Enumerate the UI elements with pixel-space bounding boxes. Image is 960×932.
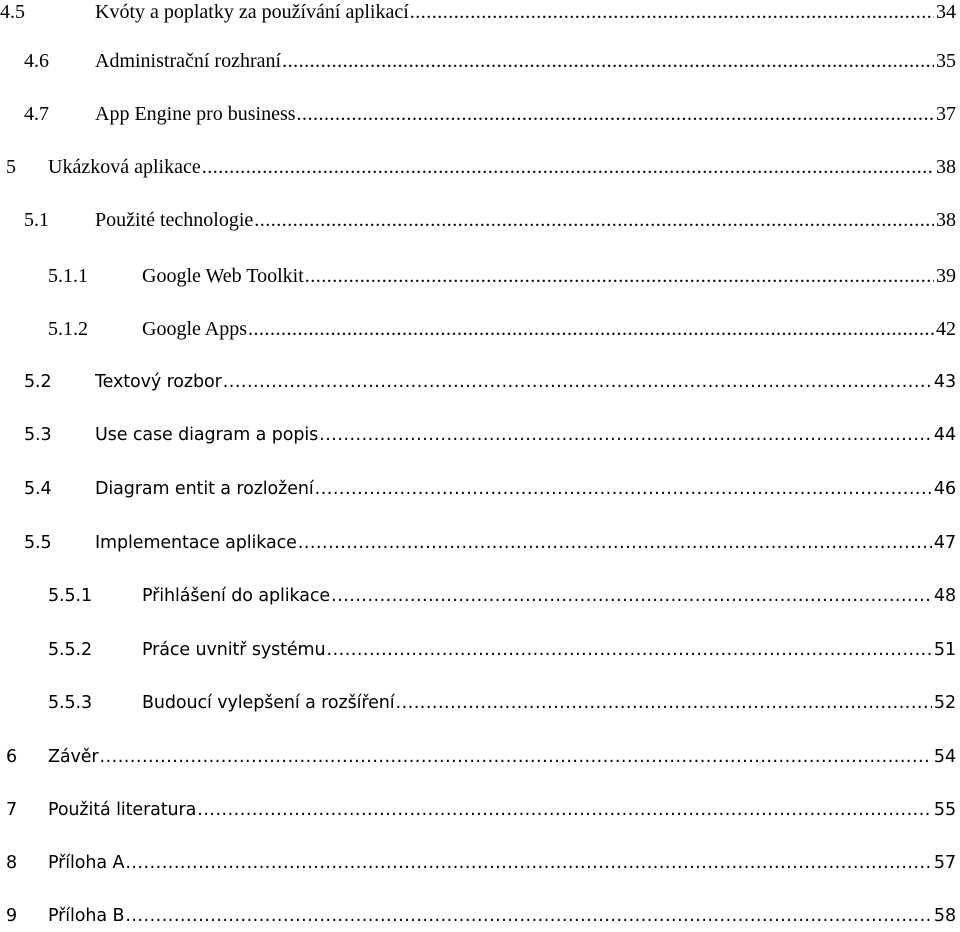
toc-entry[interactable] bbox=[0, 849, 956, 879]
toc-entry[interactable] bbox=[0, 46, 956, 76]
toc-entry-title: Google Apps bbox=[142, 318, 247, 340]
toc-entry-number: 5.4 bbox=[24, 479, 52, 500]
toc-entry-page: 51 bbox=[933, 640, 956, 661]
toc-entry-page: 37 bbox=[936, 103, 956, 125]
toc-entry-number: 7 bbox=[6, 800, 18, 821]
toc-entry-title: Textový rozbor bbox=[95, 372, 222, 393]
dot-leader bbox=[125, 908, 932, 926]
dot-leader bbox=[298, 535, 932, 553]
toc-entry-title: Příloha A bbox=[48, 853, 125, 874]
toc-entry-page: 39 bbox=[936, 265, 956, 287]
toc-entry-number: 5.1 bbox=[24, 209, 49, 231]
dot-leader bbox=[282, 51, 934, 71]
toc-entry-page: 38 bbox=[936, 156, 956, 178]
toc-entry-page: 58 bbox=[933, 906, 956, 927]
toc-entry[interactable] bbox=[0, 0, 956, 27]
dot-leader bbox=[248, 319, 934, 339]
toc-entry-page: 35 bbox=[936, 50, 956, 72]
dot-leader bbox=[319, 427, 932, 445]
toc-entry[interactable] bbox=[0, 796, 956, 826]
toc-entry-number: 5.3 bbox=[24, 425, 52, 446]
toc-entry-page: 52 bbox=[933, 693, 956, 714]
toc-entry-page: 44 bbox=[933, 425, 956, 446]
toc-entry-number: 6 bbox=[6, 747, 18, 768]
dot-leader bbox=[396, 695, 932, 713]
toc-entry-title: Implementace aplikace bbox=[95, 533, 297, 554]
toc-entry-title: Budoucí vylepšení a rozšíření bbox=[142, 693, 395, 714]
toc-entry-page: 48 bbox=[933, 586, 956, 607]
toc-entry-title: Ukázková aplikace bbox=[48, 156, 201, 178]
toc-entry-page: 47 bbox=[933, 533, 956, 554]
toc-entry-title: Google Web Toolkit bbox=[142, 265, 304, 287]
toc-entry[interactable] bbox=[0, 368, 956, 398]
toc-entry-number: 5.1.1 bbox=[48, 265, 88, 287]
dot-leader bbox=[327, 642, 932, 660]
dot-leader bbox=[254, 210, 934, 230]
toc-entry-page: 57 bbox=[933, 853, 956, 874]
toc-entry[interactable] bbox=[0, 261, 956, 291]
toc-entry-title: Use case diagram a popis bbox=[95, 425, 319, 446]
toc-entry-title: Použité technologie bbox=[95, 209, 254, 231]
toc-entry-page: 38 bbox=[936, 209, 956, 231]
toc-entry-title: Závěr bbox=[48, 747, 99, 768]
toc-entry-number: 4.5 bbox=[0, 1, 25, 23]
toc-entry-title: App Engine pro business bbox=[95, 103, 296, 125]
dot-leader bbox=[202, 157, 934, 177]
toc-entry-number: 8 bbox=[6, 853, 18, 874]
toc-entry-number: 5.5.1 bbox=[48, 586, 93, 607]
toc-entry-number: 5.5.3 bbox=[48, 693, 93, 714]
toc-entry-number: 4.6 bbox=[24, 50, 49, 72]
toc-entry-title: Diagram entit a rozložení bbox=[95, 479, 314, 500]
toc-entry[interactable] bbox=[0, 205, 956, 235]
toc-entry[interactable] bbox=[0, 582, 956, 612]
toc-entry[interactable] bbox=[0, 529, 956, 559]
toc-entry-number: 5.1.2 bbox=[48, 318, 88, 340]
toc-entry-page: 46 bbox=[933, 479, 956, 500]
toc-entry-number: 5.5 bbox=[24, 533, 52, 554]
dot-leader bbox=[331, 588, 932, 606]
toc-entry[interactable] bbox=[0, 475, 956, 505]
dot-leader bbox=[223, 374, 932, 392]
dot-leader bbox=[315, 481, 932, 499]
toc-entry-number: 9 bbox=[6, 906, 18, 927]
toc-entry-title: Použitá literatura bbox=[48, 800, 197, 821]
dot-leader bbox=[197, 802, 932, 820]
toc-entry[interactable] bbox=[0, 743, 956, 773]
toc-entry-page: 42 bbox=[936, 318, 956, 340]
toc-entry[interactable] bbox=[0, 99, 956, 129]
toc-entry-page: 43 bbox=[933, 372, 956, 393]
dot-leader bbox=[125, 855, 932, 873]
toc-entry-page: 34 bbox=[936, 1, 956, 23]
toc-entry-page: 55 bbox=[933, 800, 956, 821]
toc-entry-title: Příloha B bbox=[48, 906, 125, 927]
toc-entry-number: 5.5.2 bbox=[48, 640, 93, 661]
toc-entry[interactable] bbox=[0, 421, 956, 451]
toc-entry-title: Administrační rozhraní bbox=[95, 50, 282, 72]
toc-entry-title: Kvóty a poplatky za používání aplikací bbox=[95, 1, 409, 23]
toc-entry-page: 54 bbox=[933, 747, 956, 768]
dot-leader bbox=[410, 2, 934, 22]
dot-leader bbox=[305, 266, 934, 286]
toc-entry[interactable] bbox=[0, 314, 956, 344]
toc-entry[interactable] bbox=[0, 689, 956, 719]
toc-entry-title: Přihlášení do aplikace bbox=[142, 586, 331, 607]
dot-leader bbox=[297, 104, 934, 124]
toc-entry-number: 4.7 bbox=[24, 103, 49, 125]
toc-entry[interactable] bbox=[0, 152, 956, 182]
toc-entry-number: 5.2 bbox=[24, 372, 52, 393]
toc-entry-number: 5 bbox=[6, 156, 16, 178]
dot-leader bbox=[100, 749, 932, 767]
toc-entry-title: Práce uvnitř systému bbox=[142, 640, 326, 661]
toc-entry[interactable] bbox=[0, 636, 956, 666]
